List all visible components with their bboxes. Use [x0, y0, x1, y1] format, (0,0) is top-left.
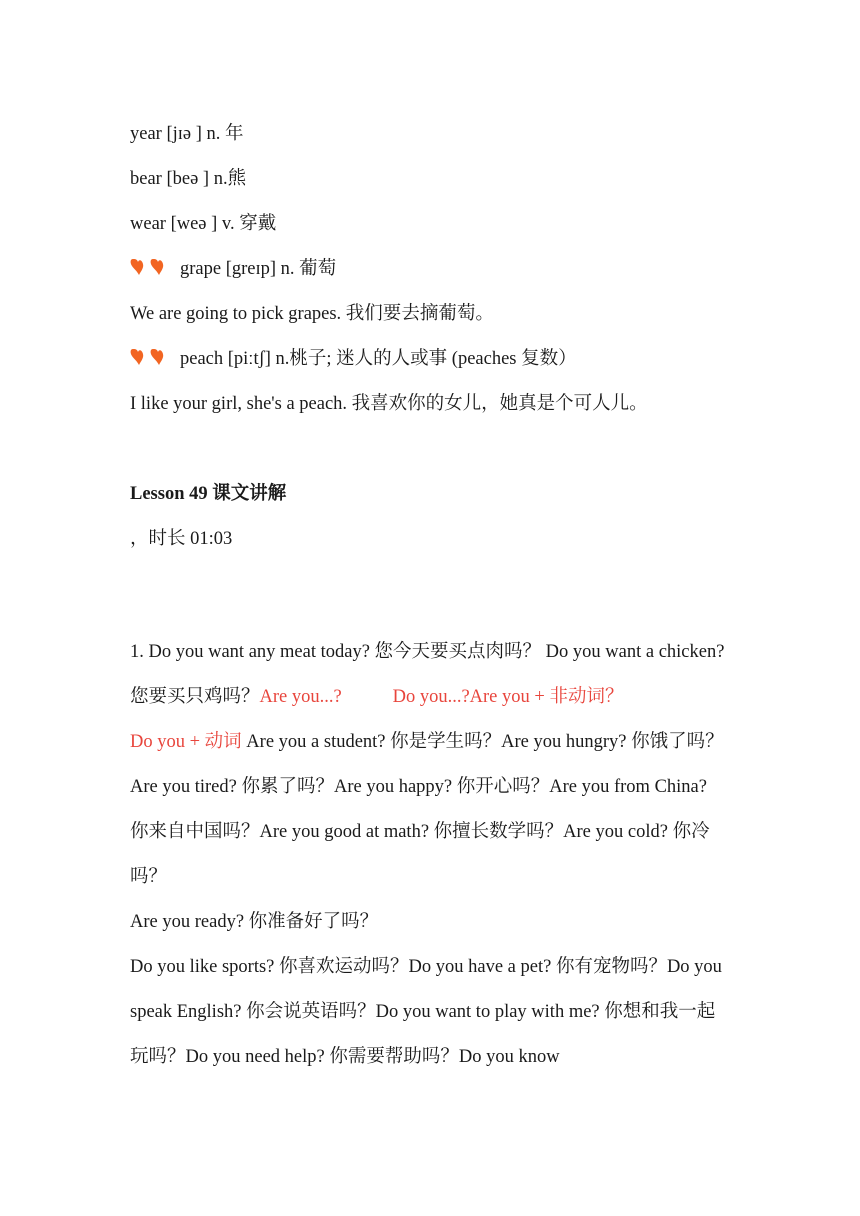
p1-highlight-are-you: Are you...? [259, 687, 342, 707]
orange-heart-bullet-icon [130, 258, 174, 276]
vocab-grape [130, 247, 730, 292]
peach-entry: peach [piːtʃ] n.桃子; 迷人的人或事 (peaches 复数） [180, 349, 577, 369]
p1-text: 1. Do you want any meat today? 您今天要买点肉吗？ Do you want a chicken? 您要买只鸡吗？ [130, 642, 725, 707]
document-page [130, 112, 730, 1080]
grape-example: We are going to pick grapes. 我们要去摘葡萄。 [130, 304, 494, 324]
vocab-year: year [jɪə ] n. 年 [130, 124, 244, 144]
vocab-wear: wear [weə ] v. 穿戴 [130, 214, 277, 234]
lesson-title: Lesson 49 课文讲解 [130, 484, 287, 504]
paragraph-4: Do you like sports? 你喜欢运动吗？Do you have a pet? 你有宠物吗？Do you speak English? 你会说英语吗？Do you want to play with me? 你想和我一起玩吗？Do you need help? 你需要帮助吗？Do you know [130, 957, 722, 1067]
p1-highlight-do-you: Do you...?Are you + 非动词？ [392, 687, 624, 707]
lesson-duration: ，时长 01:03 [130, 529, 233, 549]
peach-example: I like your girl, she's a peach. 我喜欢你的女儿，她真是个可人儿。 [130, 394, 648, 414]
p1-gap [342, 687, 393, 707]
paragraph-2 [130, 720, 730, 900]
paragraph-3: Are you ready? 你准备好了吗？ [130, 912, 379, 932]
paragraph-1 [130, 630, 730, 720]
blank-gap [130, 562, 730, 630]
orange-heart-bullet-icon [130, 348, 174, 366]
p2-highlight: Do you + 动词 [130, 732, 242, 752]
blank-line [130, 427, 730, 472]
vocab-peach [130, 337, 730, 382]
grape-entry: grape [greɪp] n. 葡萄 [180, 259, 337, 279]
p2-text: Are you a student? 你是学生吗？Are you hungry? 你饿了吗？Are you tired? 你累了吗？Are you happy? 你开心吗？Are you from China? 你来自中国吗？Are you good at math? 你擅长数学吗？Are you cold? 你冷吗？ [130, 732, 724, 887]
vocab-bear: bear [beə ] n.熊 [130, 169, 247, 189]
